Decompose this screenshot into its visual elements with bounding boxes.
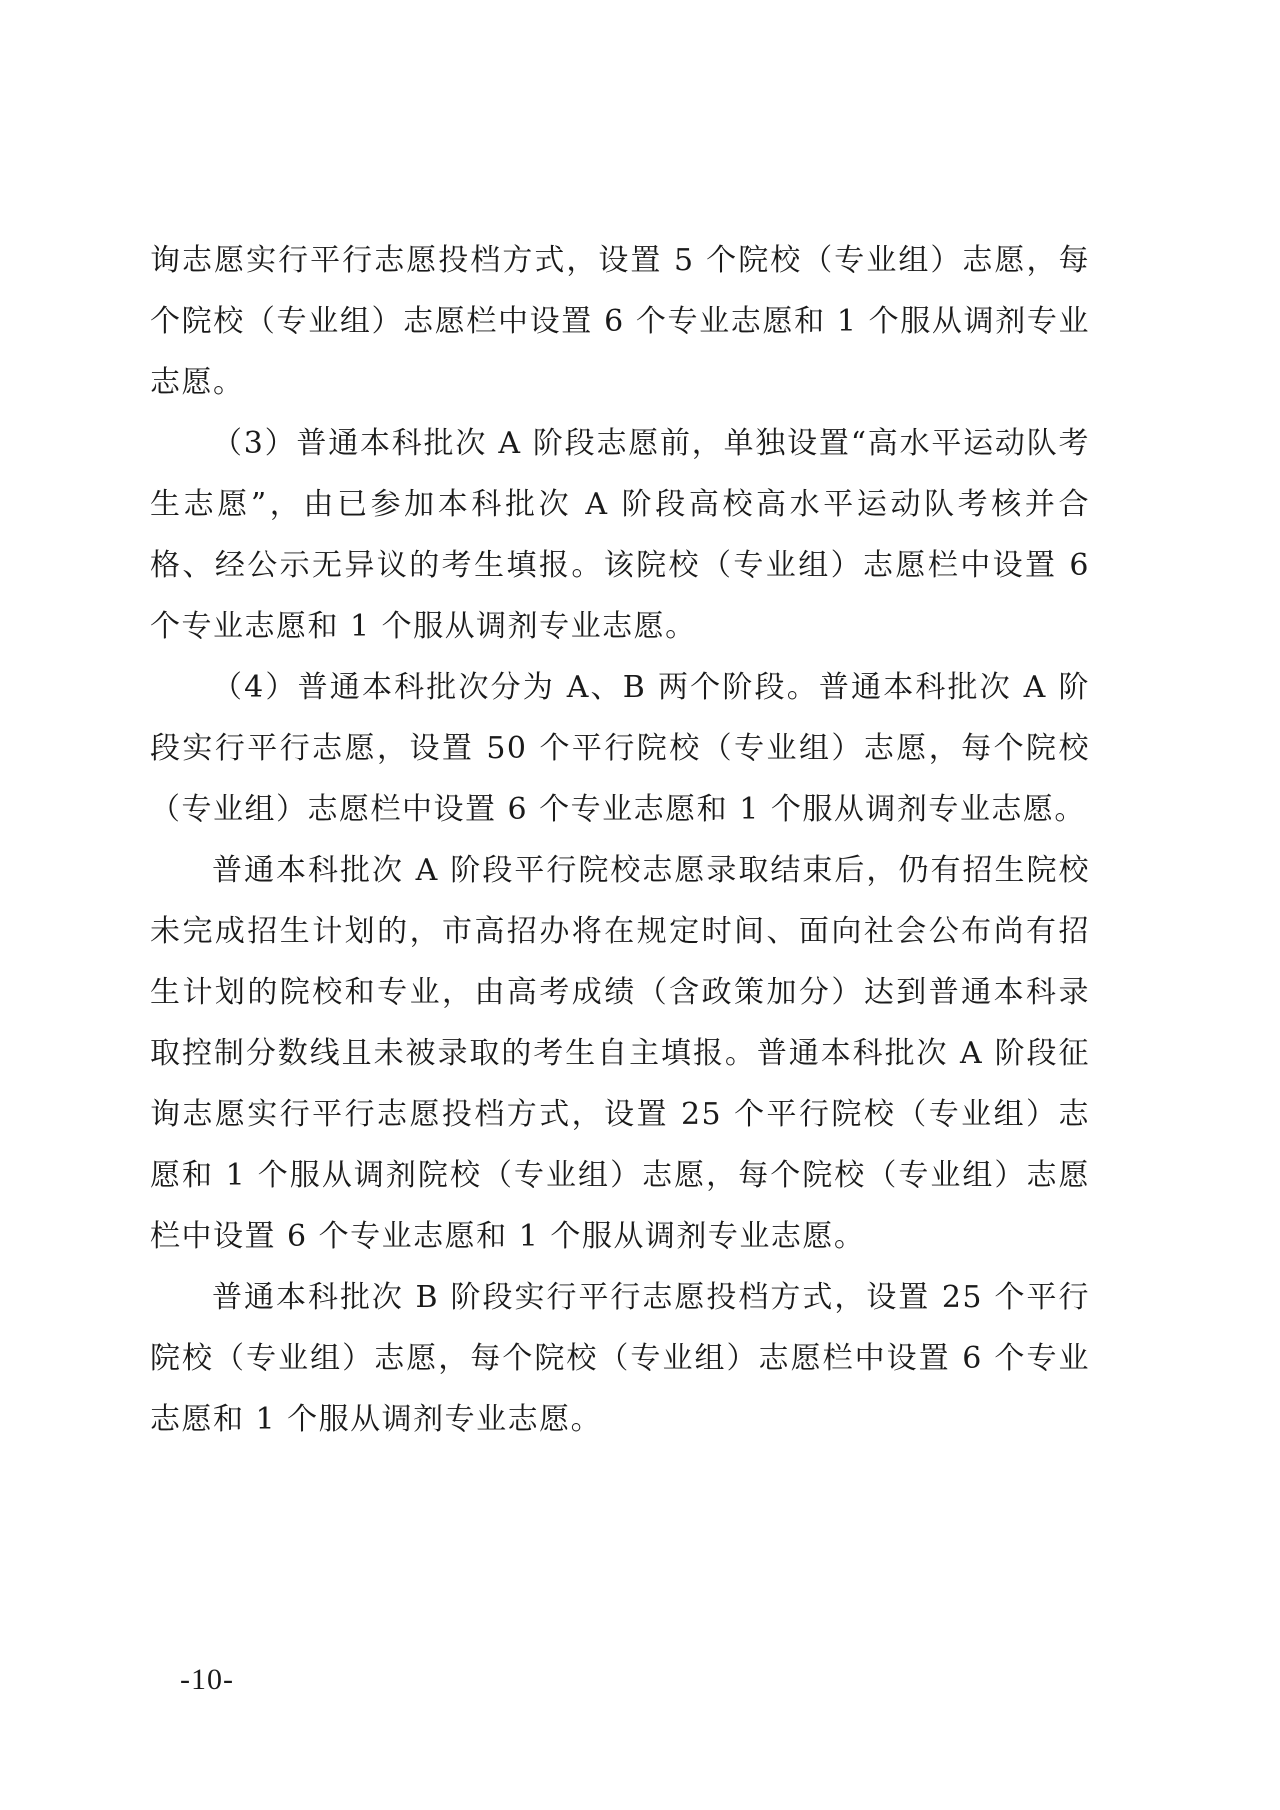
paragraph-stage-b-settings: 普通本科批次 B 阶段实行平行志愿投档方式，设置 25 个平行院校（专业组）志愿，每个院校（专业组）志愿栏中设置 6 个专业志愿和 1 个服从调剂专业志愿。	[150, 1280, 1090, 1437]
paragraph-undergraduate-batch-stages: （4）普通本科批次分为 A、B 两个阶段。普通本科批次 A 阶段实行平行志愿，设置 50 个平行院校（专业组）志愿，每个院校（专业组）志愿栏中设置 6 个专业志愿和 1 个服从调剂专业志愿。	[150, 670, 1090, 827]
paragraph-high-level-sports-team: （3）普通本科批次 A 阶段志愿前，单独设置“高水平运动队考生志愿”，由已参加本科批次 A 阶段高校高水平运动队考核并合格、经公示无异议的考生填报。该院校（专业组）志愿栏中设置 6 个专业志愿和 1 个服从调剂专业志愿。	[150, 426, 1090, 644]
paragraph-stage-a-solicitation: 普通本科批次 A 阶段平行院校志愿录取结束后，仍有招生院校未完成招生计划的，市高招办将在规定时间、面向社会公布尚有招生计划的院校和专业，由高考成绩（含政策加分）达到普通本科录取控制分数线且未被录取的考生自主填报。普通本科批次 A 阶段征询志愿实行平行志愿投档方式，设置 25 个平行院校（专业组）志愿和 1 个服从调剂院校（专业组）志愿，每个院校（专业组）志愿栏中设置 6 个专业志愿和 1 个服从调剂专业志愿。	[150, 853, 1090, 1254]
page-number: -10-	[180, 1663, 234, 1696]
body-text	[150, 230, 1090, 1450]
paragraph-continued-volunteer-settings: 询志愿实行平行志愿投档方式，设置 5 个院校（专业组）志愿，每个院校（专业组）志愿栏中设置 6 个专业志愿和 1 个服从调剂专业志愿。	[150, 243, 1090, 400]
